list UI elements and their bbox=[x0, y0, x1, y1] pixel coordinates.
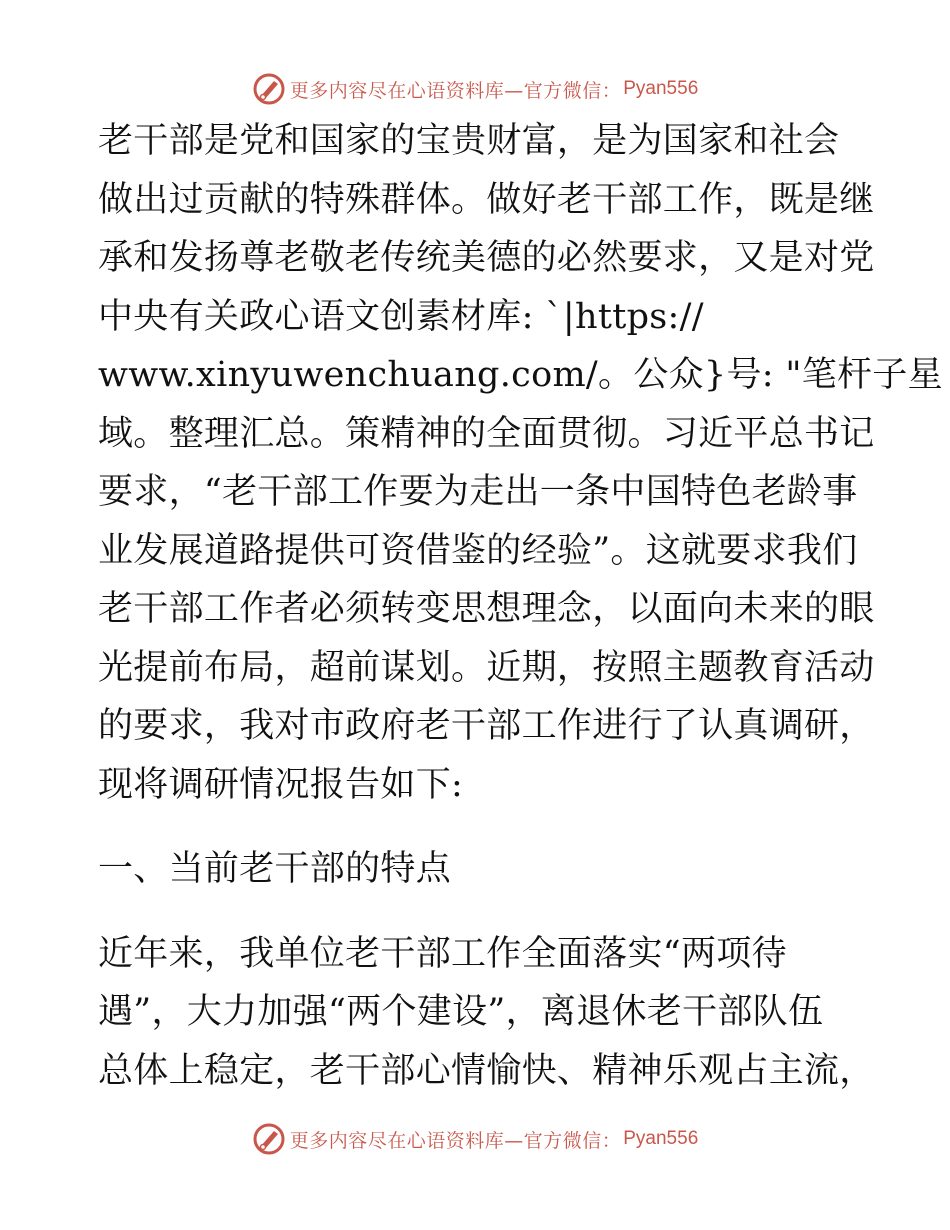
watermark-wechat-id: Pyan556 bbox=[623, 1128, 699, 1149]
text-line: 老干部是党和国家的宝贵财富，是为国家和社会 bbox=[98, 121, 840, 161]
text-line: 现将调研情况报告如下: bbox=[98, 764, 464, 805]
watermark-wechat-id: Pyan556 bbox=[623, 78, 699, 99]
text-line: 做出过贡献的特殊群体。做好老干部工作，既是继 bbox=[98, 179, 875, 220]
watermark-header bbox=[0, 72, 950, 106]
brand-logo-icon bbox=[252, 1122, 286, 1156]
text-line: 老干部工作者必须转变思想理念，以面向未来的眼 bbox=[98, 589, 875, 629]
watermark-text: 更多内容尽在心语资料库—官方微信： bbox=[289, 1129, 622, 1152]
text-line: 承和发扬尊老敬老传统美德的必然要求，又是对党 bbox=[98, 238, 875, 278]
text-line: 总体上稳定，老干部心情愉快、精神乐观占主流， bbox=[98, 1050, 875, 1091]
text-line: www.xinyuwenchuang.com/。公众}号: "笔杆子星 bbox=[98, 355, 943, 395]
text-line: 要求，“老干部工作要为走出一条中国特色老龄事 bbox=[98, 472, 858, 512]
brand-logo-icon bbox=[252, 72, 286, 106]
text-line: 近年来，我单位老干部工作全面落实“两项待 bbox=[98, 933, 787, 974]
document-body bbox=[98, 121, 943, 1112]
text-line: 的要求，我对市政府老干部工作进行了认真调研， bbox=[98, 706, 875, 746]
heading-line: 一、当前老干部的特点 bbox=[98, 849, 452, 889]
section-heading bbox=[98, 849, 858, 911]
text-line: 光提前布局，超前谋划。近期，按照主题教育活动 bbox=[98, 647, 875, 688]
watermark-text: 更多内容尽在心语资料库—官方微信： bbox=[289, 79, 622, 102]
paragraph-section-one bbox=[98, 933, 875, 1113]
text-line: 业发展道路提供可资借鉴的经验”。这就要求我们 bbox=[98, 530, 858, 571]
watermark-footer bbox=[0, 1122, 950, 1156]
paragraph-intro bbox=[98, 121, 943, 826]
text-line: 中央有关政心语文创素材库: `|https:// bbox=[98, 296, 704, 337]
text-line: 域。整理汇总。策精神的全面贯彻。习近平总书记 bbox=[98, 413, 875, 454]
text-line: 遇”，大力加强“两个建设”，离退休老干部队伍 bbox=[98, 992, 824, 1032]
